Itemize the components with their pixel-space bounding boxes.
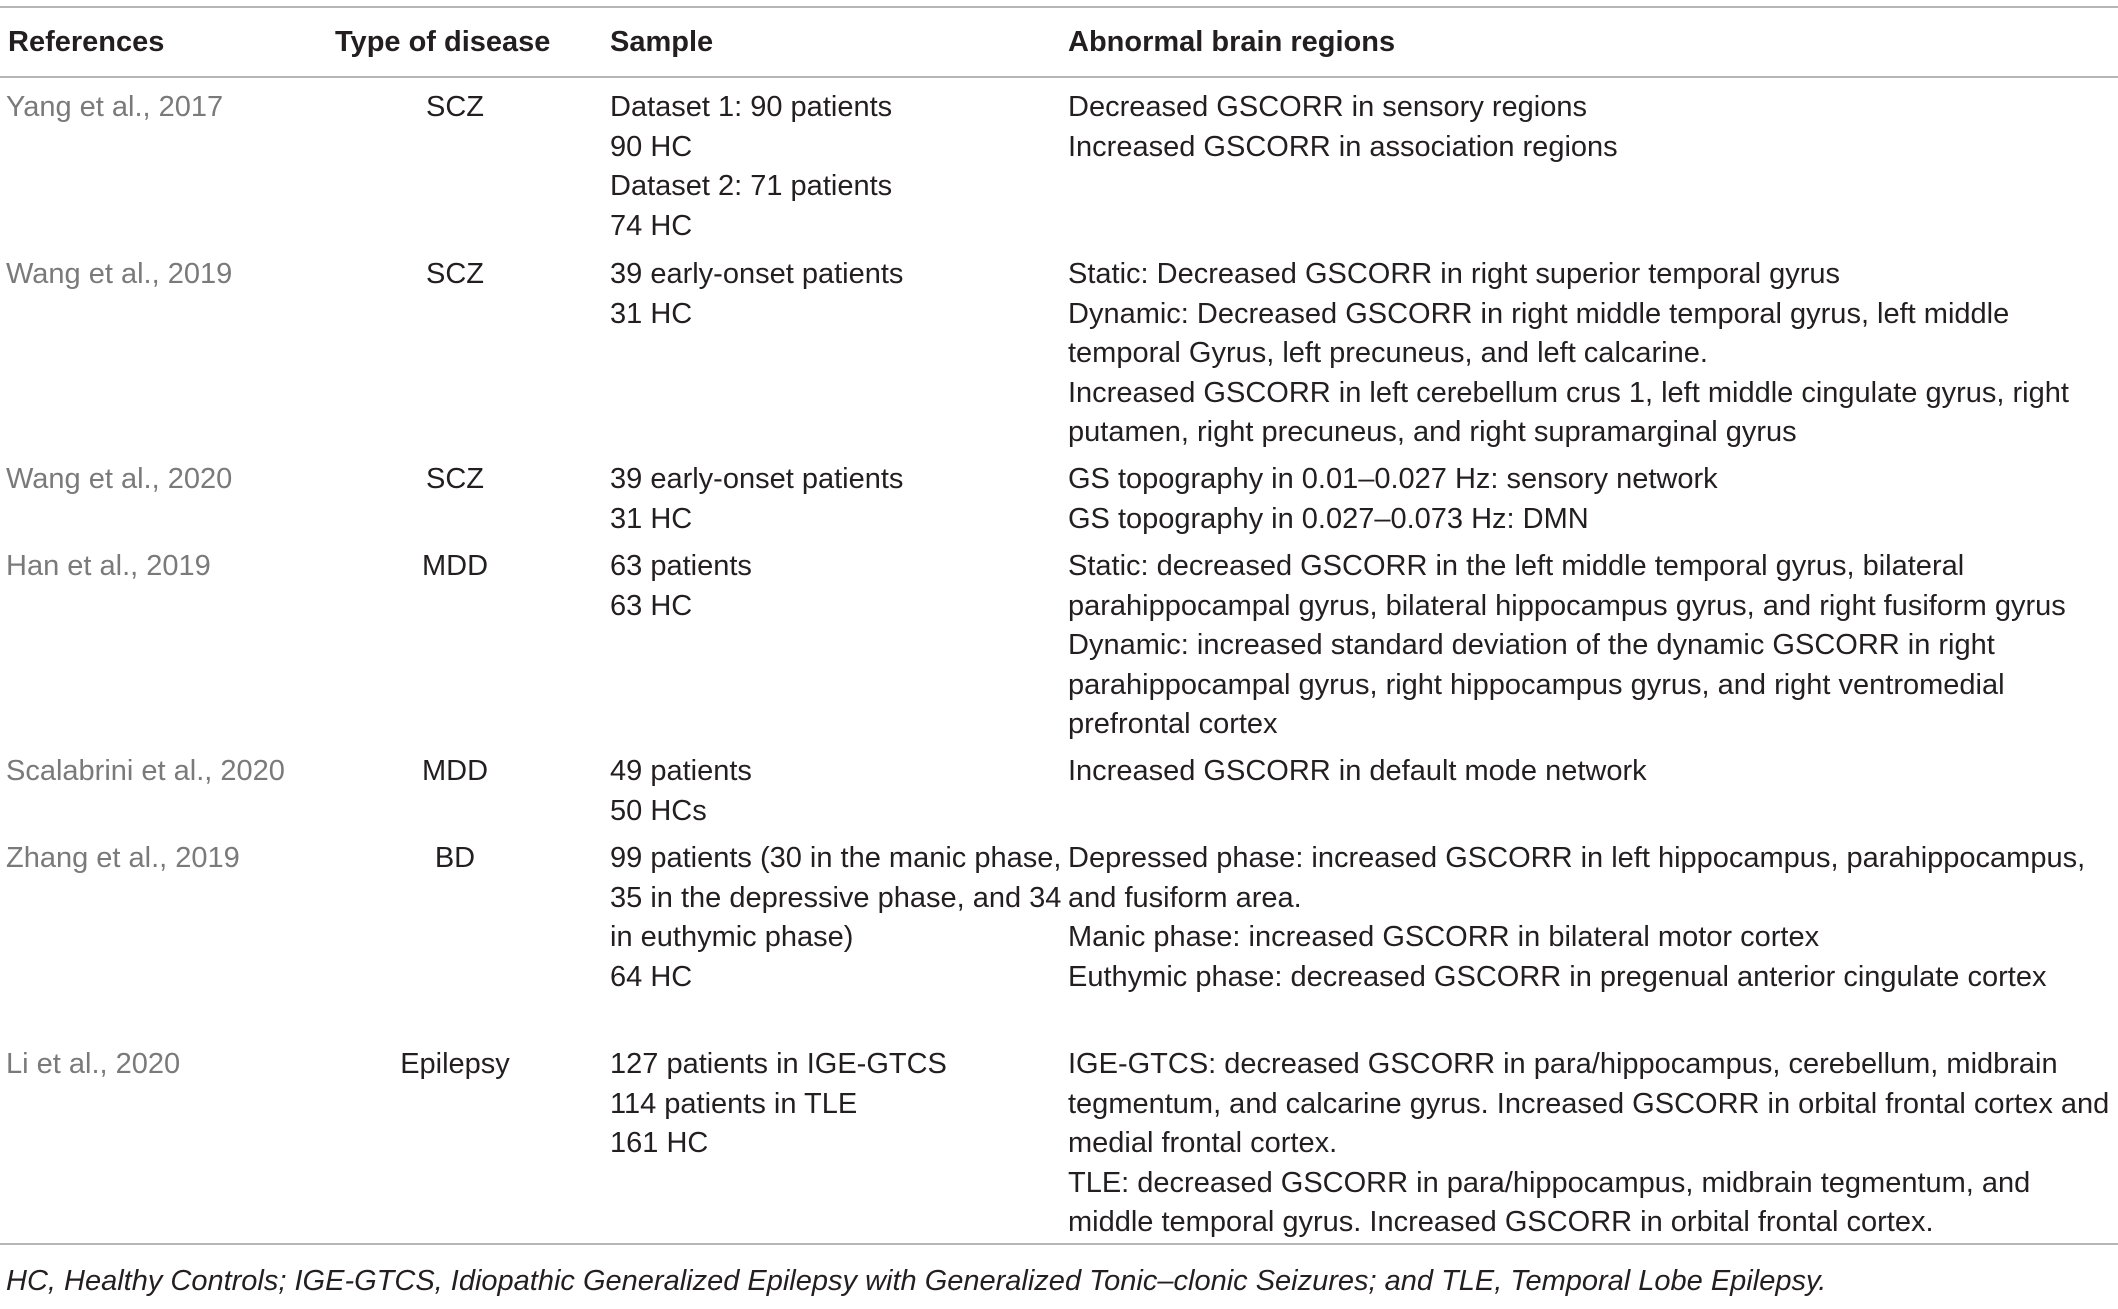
cell-type: SCZ: [426, 258, 484, 290]
cell-abnormal: [1068, 1045, 2118, 1244]
sample-line: 31 HC: [610, 297, 693, 330]
abnormal-line: Dynamic: increased standard deviation of the dynamic GSCORR in right parahippocampal gyrus, right hippocampus gyrus, and right ventromedial prefrontal cortex: [1068, 629, 2005, 740]
cell-type: SCZ: [426, 463, 484, 495]
cell-abnormal: [1068, 460, 2118, 547]
cell-reference: Yang et al., 2017: [6, 91, 224, 123]
cell-type: Epilepsy: [400, 1048, 510, 1080]
header-type-of-disease: Type of disease: [335, 25, 551, 58]
abnormal-line: Static: Decreased GSCORR in right superior temporal gyrus: [1068, 258, 1841, 290]
cell-reference: Wang et al., 2020: [6, 463, 233, 495]
abnormal-line: Static: decreased GSCORR in the left middle temporal gyrus, bilateral parahippocampal gyrus, bilateral hippocampus gyrus, and right fusiform gyrus: [1068, 550, 2066, 622]
cell-sample: [610, 460, 1068, 547]
cell-sample: [610, 547, 1068, 752]
abnormal-line: Depressed phase: increased GSCORR in left hippocampus, parahippocampus, and fusiform area.: [1068, 842, 2086, 914]
table-row: [0, 547, 2118, 752]
abnormal-line: GS topography in 0.027–0.073 Hz: DMN: [1068, 502, 1589, 535]
abnormal-line: Dynamic: Decreased GSCORR in right middle temporal gyrus, left middle temporal Gyrus, left precuneus, and left calcarine.: [1068, 297, 2010, 369]
cell-sample: [610, 1045, 1068, 1244]
abnormal-line: Increased GSCORR in left cerebellum crus 1, left middle cingulate gyrus, right putamen, right precuneus, and right supramarginal gyrus: [1068, 376, 2069, 448]
sample-line: 99 patients (30 in the manic phase, 35 in the depressive phase, and 34 in euthymic phase): [610, 842, 1062, 953]
cell-sample: [610, 752, 1068, 839]
table-body: [0, 77, 2118, 1244]
sample-line: 39 early-onset patients: [610, 463, 904, 495]
cell-abnormal: [1068, 752, 2118, 839]
brain-regions-table: [0, 6, 2118, 1245]
header-abnormal-brain-regions: Abnormal brain regions: [1068, 25, 1396, 58]
abnormal-line: GS topography in 0.01–0.027 Hz: sensory network: [1068, 463, 1718, 495]
cell-sample: [610, 255, 1068, 460]
cell-reference: Han et al., 2019: [6, 550, 211, 582]
cell-sample: [610, 839, 1068, 1045]
sample-line: 114 patients in TLE: [610, 1087, 858, 1120]
table-row: [0, 460, 2118, 547]
sample-line: 64 HC: [610, 960, 693, 993]
table-row: [0, 77, 2118, 255]
table-row: [0, 839, 2118, 1045]
cell-abnormal: [1068, 839, 2118, 1045]
sample-line: Dataset 2: 71 patients: [610, 170, 893, 202]
table-row: [0, 255, 2118, 460]
cell-abnormal: [1068, 255, 2118, 460]
sample-line: 49 patients: [610, 755, 752, 787]
sample-line: 63 patients: [610, 550, 752, 582]
sample-line: 50 HCs: [610, 794, 707, 827]
sample-line: Dataset 1: 90 patients: [610, 91, 893, 123]
table-row: [0, 1045, 2118, 1244]
abnormal-line: Decreased GSCORR in sensory regions: [1068, 91, 1587, 123]
header-sample: Sample: [610, 25, 714, 58]
table-row: [0, 752, 2118, 839]
abnormal-line: Increased GSCORR in association regions: [1068, 130, 1618, 163]
abnormal-line: TLE: decreased GSCORR in para/hippocampus, midbrain tegmentum, and middle temporal gyrus. Increased GSCORR in orbital frontal cortex.: [1068, 1166, 2031, 1238]
sample-line: 31 HC: [610, 502, 693, 535]
cell-sample: [610, 77, 1068, 255]
cell-abnormal: [1068, 547, 2118, 752]
cell-reference: Li et al., 2020: [6, 1048, 181, 1080]
abnormal-line: IGE-GTCS: decreased GSCORR in para/hippocampus, cerebellum, midbrain tegmentum, and calcarine gyrus. Increased GSCORR in orbital frontal cortex and medial frontal cortex.: [1068, 1048, 2110, 1159]
header-row: [0, 7, 2118, 77]
sample-line: 127 patients in IGE-GTCS: [610, 1048, 947, 1080]
sample-line: 161 HC: [610, 1127, 709, 1159]
cell-reference: Zhang et al., 2019: [6, 842, 240, 874]
header-references: References: [8, 25, 165, 58]
table-header: [0, 7, 2118, 77]
cell-type: BD: [434, 842, 476, 874]
sample-line: 90 HC: [610, 130, 693, 163]
sample-line: 63 HC: [610, 589, 693, 622]
abnormal-line: Euthymic phase: decreased GSCORR in pregenual anterior cingulate cortex: [1068, 960, 2047, 993]
cell-type: MDD: [421, 755, 489, 787]
sample-line: 39 early-onset patients: [610, 258, 904, 290]
table-footnote: HC, Healthy Controls; IGE-GTCS, Idiopathic Generalized Epilepsy with Generalized Tonic–clonic Seizures; and TLE, Temporal Lobe Epilepsy.: [6, 1265, 1827, 1297]
sample-line: 74 HC: [610, 209, 693, 242]
cell-reference: Scalabrini et al., 2020: [6, 755, 285, 787]
abnormal-line: Manic phase: increased GSCORR in bilateral motor cortex: [1068, 921, 1820, 953]
cell-abnormal: [1068, 77, 2118, 255]
cell-type: MDD: [421, 550, 489, 582]
abnormal-line: Increased GSCORR in default mode network: [1068, 755, 1647, 787]
cell-type: SCZ: [426, 91, 484, 123]
cell-reference: Wang et al., 2019: [6, 258, 233, 290]
